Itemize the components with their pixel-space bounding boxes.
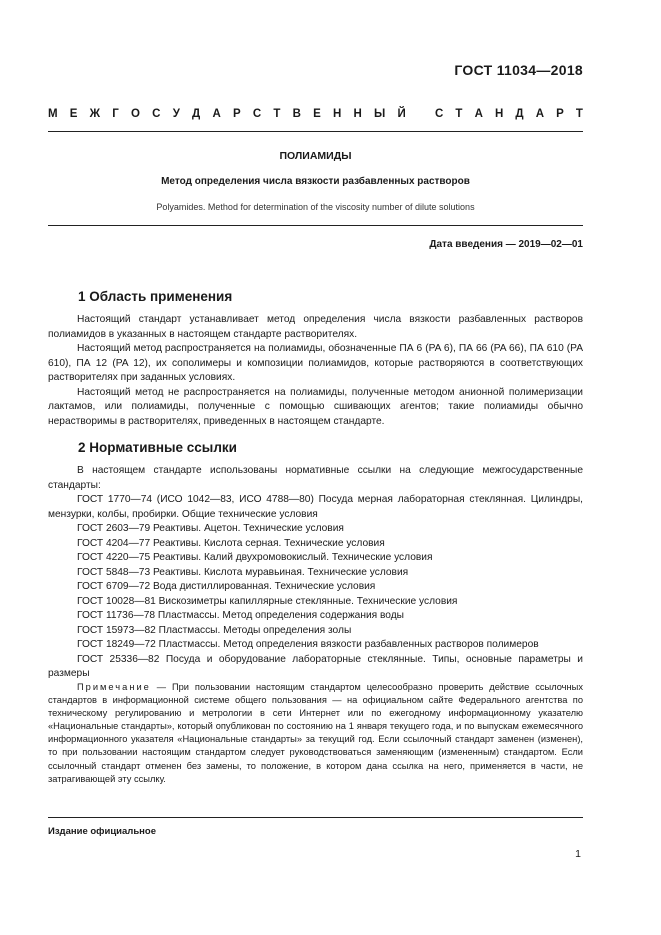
banner-letter: Н <box>353 108 362 120</box>
banner-letter: В <box>292 108 301 120</box>
banner-letter: Е <box>69 108 78 120</box>
official-edition-label: Издание официальное <box>48 826 156 837</box>
title-rule <box>48 225 583 226</box>
document-title: ПОЛИАМИДЫ <box>279 150 352 162</box>
banner-letter: О <box>131 108 140 120</box>
reference-item: ГОСТ 1770—74 (ИСО 1042—83, ИСО 4788—80) Посуда мерная лабораторная стеклянная. Цилиндры, мензурки, колбы, пробирки. Общие технические условия <box>48 494 583 520</box>
section-2-heading: 2 Нормативные ссылки <box>78 440 237 455</box>
document-subtitle: Метод определения числа вязкости разбавленных растворов <box>161 176 470 187</box>
banner-word-standard <box>435 108 583 120</box>
section-1-heading: 1 Область применения <box>78 289 233 304</box>
reference-item: ГОСТ 11736—78 Пластмассы. Метод определения содержания воды <box>77 610 405 621</box>
note-paragraph <box>48 681 583 786</box>
note-label: Примечание <box>77 682 151 692</box>
reference-item: ГОСТ 5848—73 Реактивы. Кислота муравьиная. Технические условия <box>77 566 409 578</box>
reference-item: ГОСТ 6709—72 Вода дистиллированная. Технические условия <box>77 581 376 592</box>
banner-letter: А <box>212 108 221 120</box>
banner-letter: Р <box>556 108 564 120</box>
reference-item: ГОСТ 18249—72 Пластмассы. Метод определения вязкости разбавленных растворов полимеров <box>77 639 539 650</box>
banner-letter: Ы <box>374 108 386 120</box>
reference-item: ГОСТ 10028—81 Вискозиметры капиллярные стеклянные. Технические условия <box>77 595 458 607</box>
banner-letter: Н <box>494 108 504 120</box>
section-1-paragraph: Настоящий метод распространяется на полиамиды, обозначенные ПА 6 (PA 6), ПА 66 (PA 66), ПА 610 (PA 610), ПА 12 (PA 12), их сополимеры и композиции полиамидов, которые растворяются в соответствующих растворителях при заданных условиях. <box>48 343 583 383</box>
section-2-body <box>48 464 583 682</box>
english-title: Polyamides. Method for determination of the viscosity number of dilute solutions <box>156 202 475 212</box>
banner-letter: М <box>48 108 58 120</box>
banner-letter: Т <box>575 108 583 120</box>
banner-letter: У <box>172 108 180 120</box>
banner-letter: Д <box>192 108 201 120</box>
banner-letter: Ж <box>89 108 101 120</box>
banner-letter: Р <box>232 108 241 120</box>
introduction-date: Дата введения — 2019—02—01 <box>429 239 583 250</box>
banner-letter: А <box>474 108 483 120</box>
banner-letter: Т <box>455 108 463 120</box>
banner-letter: Д <box>515 108 524 120</box>
reference-item: ГОСТ 25336—82 Посуда и оборудование лабораторные стеклянные. Типы, основные параметры и размеры <box>48 653 583 679</box>
header-rule <box>48 131 583 132</box>
reference-item: ГОСТ 4204—77 Реактивы. Кислота серная. Технические условия <box>77 537 385 549</box>
banner-letter: Т <box>273 108 281 120</box>
note-text: — При пользовании настоящим стандартом целесообразно проверить действие ссылочных стандартов в информационной системе общего пользования — на официальном сайте Федерального агентства по техническому регулированию и метрологии в сети Интернет или по ежегодному информационному указателю «Национальные стандарты», который опубликован по состоянию на 1 января текущего года, и по выпускам ежемесячного информационного указателя «Национальные стандарты» за текущий год. Если ссылочный стандарт заменен (изменен), то при пользовании настоящим стандартом следует руководствоваться заменяющим (измененным) стандартом. Если ссылочный стандарт отменен без замены, то положение, в котором дана ссылка на него, применяется в части, не затрагивающей эту ссылку. <box>48 682 583 784</box>
standard-code: ГОСТ 11034—2018 <box>454 62 583 78</box>
page-number: 1 <box>575 848 581 860</box>
reference-item: ГОСТ 2603—79 Реактивы. Ацетон. Технические условия <box>77 523 344 534</box>
section-1-body <box>48 313 583 429</box>
reference-item: ГОСТ 4220—75 Реактивы. Калий двухромовокислый. Технические условия <box>77 552 433 563</box>
banner-letter: С <box>252 108 262 120</box>
banner-letter: Й <box>397 108 406 120</box>
banner-letter: А <box>535 108 545 120</box>
banner-letter: С <box>435 108 444 120</box>
banner-letter: Н <box>332 108 342 120</box>
reference-note <box>48 681 583 786</box>
section-1-paragraph: Настоящий метод не распространяется на полиамиды, полученные методом анионной полимеризации лактамов, или полиамиды, полученные с помощью сшивающих агентов; такие полиамиды обычно нерастворимы в растворителях, приведенных в настоящем стандарте. <box>48 386 583 427</box>
section-2-intro: В настоящем стандарте использованы нормативные ссылки на следующие межгосударственные стандарты: <box>48 465 583 491</box>
section-1-paragraph: Настоящий стандарт устанавливает метод определения числа вязкости разбавленных растворов полиамидов в указанных в настоящем стандарте растворителях. <box>48 314 583 340</box>
banner-word-interstate <box>48 108 406 120</box>
standard-type-banner <box>48 108 583 120</box>
banner-letter: Е <box>313 108 321 120</box>
banner-letter: Г <box>112 108 119 120</box>
banner-letter: С <box>152 108 161 120</box>
footer-rule <box>48 817 583 818</box>
reference-item: ГОСТ 15973—82 Пластмассы. Методы определения золы <box>77 624 352 636</box>
